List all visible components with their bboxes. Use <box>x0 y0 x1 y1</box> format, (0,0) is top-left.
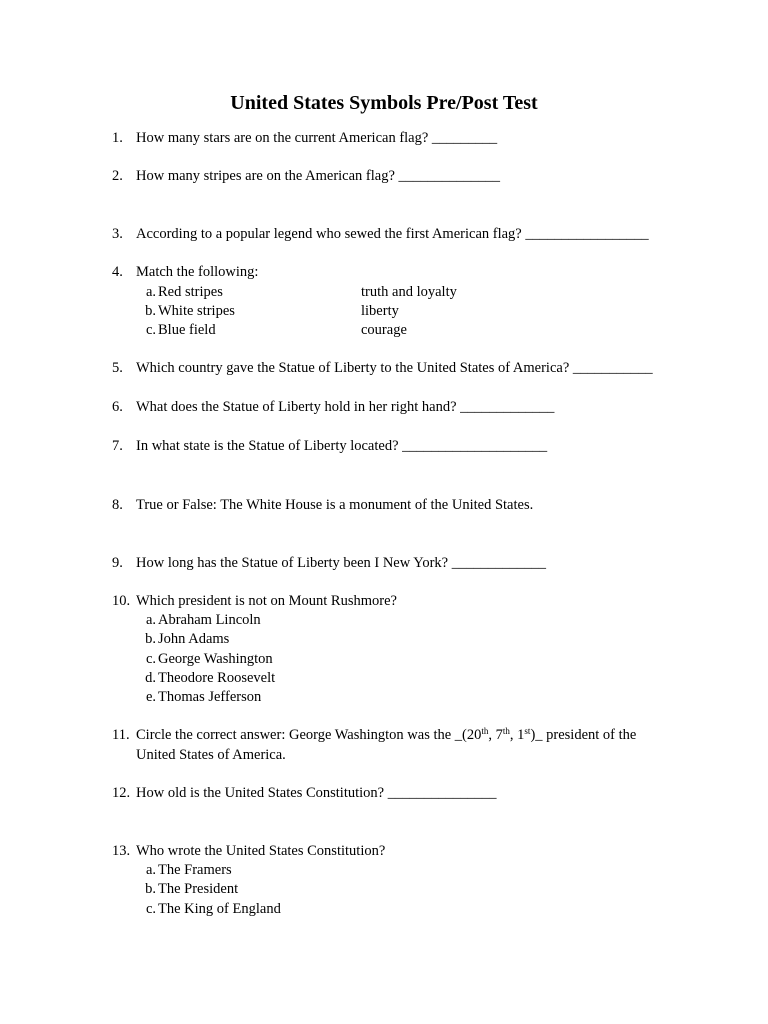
option-text: Red stripes <box>158 284 223 300</box>
question-number: 3. <box>112 226 123 242</box>
question-text: How old is the United States Constitution? _______________ <box>136 785 497 801</box>
question-number: 8. <box>112 497 123 513</box>
question-number: 6. <box>112 399 123 415</box>
option-text: Blue field <box>158 322 216 338</box>
option-letter: c. <box>145 901 156 917</box>
option-letter: b. <box>145 881 156 897</box>
option-text: The King of England <box>158 901 281 917</box>
question-number: 1. <box>112 130 123 146</box>
question-text: How long has the Statue of Liberty been I New York? _____________ <box>136 555 546 571</box>
question-text: In what state is the Statue of Liberty located? ____________________ <box>136 438 548 454</box>
question-number: 9. <box>112 555 123 571</box>
option-letter: e. <box>145 689 156 705</box>
option-text: Abraham Lincoln <box>158 612 261 628</box>
option-letter: a. <box>145 284 156 300</box>
option-text: Theodore Roosevelt <box>158 670 276 686</box>
question-number: 5. <box>112 360 123 376</box>
question-text: How many stars are on the current American flag? _________ <box>136 130 498 146</box>
question-text: United States of America. <box>136 747 286 763</box>
question-number: 10. <box>112 593 131 609</box>
question-number: 13. <box>112 843 131 859</box>
question-text: Which country gave the Statue of Liberty to the United States of America? ___________ <box>136 360 653 376</box>
option-text: The Framers <box>158 862 232 878</box>
question-text: Which president is not on Mount Rushmore? <box>136 593 397 609</box>
option-text: White stripes <box>158 303 235 319</box>
option-letter: b. <box>145 631 156 647</box>
option-letter: d. <box>145 670 156 686</box>
match-item-right: truth and loyalty <box>361 284 457 300</box>
option-text: The President <box>158 881 239 897</box>
question-text: True or False: The White House is a monument of the United States. <box>136 497 534 513</box>
match-item-right: liberty <box>361 303 399 319</box>
question-text: Circle the correct answer: George Washington was the _(20th, 7th, 1st)_ president of the <box>136 726 637 743</box>
option-letter: b. <box>145 303 156 319</box>
question-number: 7. <box>112 438 123 454</box>
option-text: Thomas Jefferson <box>158 689 262 705</box>
question-text: How many stripes are on the American flag? ______________ <box>136 168 501 184</box>
page-title: United States Symbols Pre/Post Test <box>230 92 538 114</box>
question-text: Who wrote the United States Constitution? <box>136 843 386 859</box>
question-text: Match the following: <box>136 264 259 280</box>
option-letter: c. <box>145 651 156 667</box>
question-number: 12. <box>112 785 131 801</box>
question-text: According to a popular legend who sewed the first American flag? _________________ <box>136 226 649 242</box>
option-letter: a. <box>145 862 156 878</box>
question-text: What does the Statue of Liberty hold in her right hand? _____________ <box>136 399 555 415</box>
option-text: John Adams <box>158 631 230 647</box>
question-number: 4. <box>112 264 123 280</box>
option-text: George Washington <box>158 651 273 667</box>
option-letter: a. <box>145 612 156 628</box>
question-number: 2. <box>112 168 123 184</box>
match-item-right: courage <box>361 322 407 338</box>
question-number: 11. <box>112 727 130 743</box>
option-letter: c. <box>145 322 156 338</box>
